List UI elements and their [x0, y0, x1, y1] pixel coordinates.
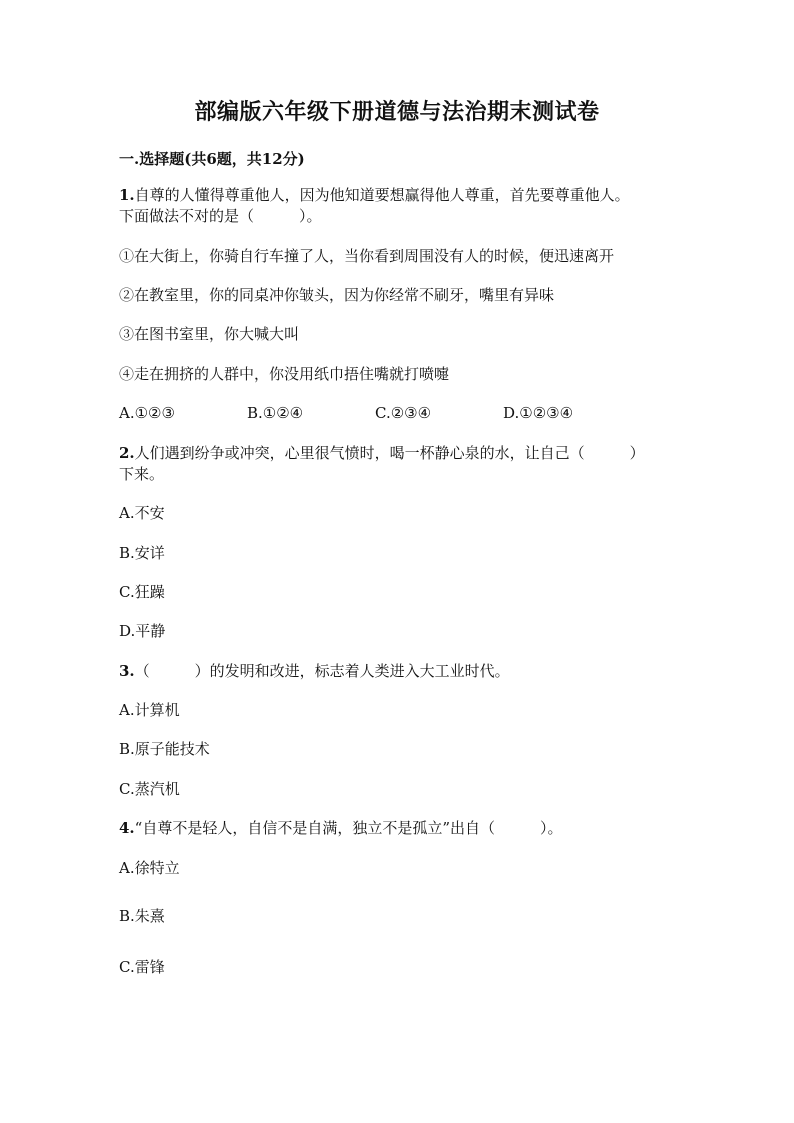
question-1-option-d: D.①②③④ [503, 404, 574, 422]
question-2-option-a: A.不安 [119, 504, 165, 522]
question-2-option-c: C.狂躁 [119, 583, 165, 601]
question-2-option-b: B.安详 [119, 544, 165, 562]
question-1-item-3: ③在图书室里，你大喊大叫 [119, 325, 300, 343]
question-4-text: “自尊不是轻人，自信不是自满，独立不是孤立”出自（ ）。 [134, 819, 563, 837]
question-4-option-c: C.雷锋 [119, 958, 165, 976]
question-1-line-2: 下面做法不对的是（ ）。 [119, 207, 322, 225]
question-4-line-1 [119, 818, 563, 839]
question-1-line-1 [119, 185, 630, 206]
question-1-option-c: C.②③④ [375, 404, 432, 422]
question-4-number: 4. [119, 819, 135, 837]
question-2-line-2: 下来。 [119, 465, 165, 483]
question-3-option-b: B.原子能技术 [119, 740, 210, 758]
question-2-line-1 [119, 443, 645, 464]
question-1-option-b: B.①②④ [247, 404, 304, 422]
question-1-text: 自尊的人懂得尊重他人，因为他知道要想赢得他人尊重，首先要尊重他人。 [134, 186, 630, 204]
question-1-item-4: ④走在拥挤的人群中，你没用纸巾捂住嘴就打喷嚏 [119, 365, 450, 383]
question-3-number: 3. [119, 662, 135, 680]
question-1-item-2: ②在教室里，你的同桌冲你皱头，因为你经常不刷牙，嘴里有异味 [119, 286, 555, 304]
question-2-option-d: D.平静 [119, 622, 166, 640]
question-1-option-a: A.①②③ [119, 404, 175, 422]
question-2-number: 2. [119, 444, 135, 462]
page-title: 部编版六年级下册道德与法治期末测试卷 [194, 99, 600, 125]
question-3-line-1 [119, 661, 510, 682]
question-4-option-b: B.朱熹 [119, 907, 165, 925]
question-1-number: 1. [119, 186, 135, 204]
question-1-item-1: ①在大街上，你骑自行车撞了人，当你看到周围没有人的时候，便迅速离开 [119, 247, 615, 265]
question-3-option-c: C.蒸汽机 [119, 780, 180, 798]
question-3-text: （ ）的发明和改进，标志着人类进入大工业时代。 [134, 662, 510, 680]
question-4-option-a: A.徐特立 [119, 859, 180, 877]
section-heading: 一.选择题(共6题，共12分) [119, 150, 305, 168]
question-2-text: 人们遇到纷争或冲突，心里很气愤时，喝一杯静心泉的水，让自己（ ） [134, 444, 645, 462]
question-3-option-a: A.计算机 [119, 701, 180, 719]
